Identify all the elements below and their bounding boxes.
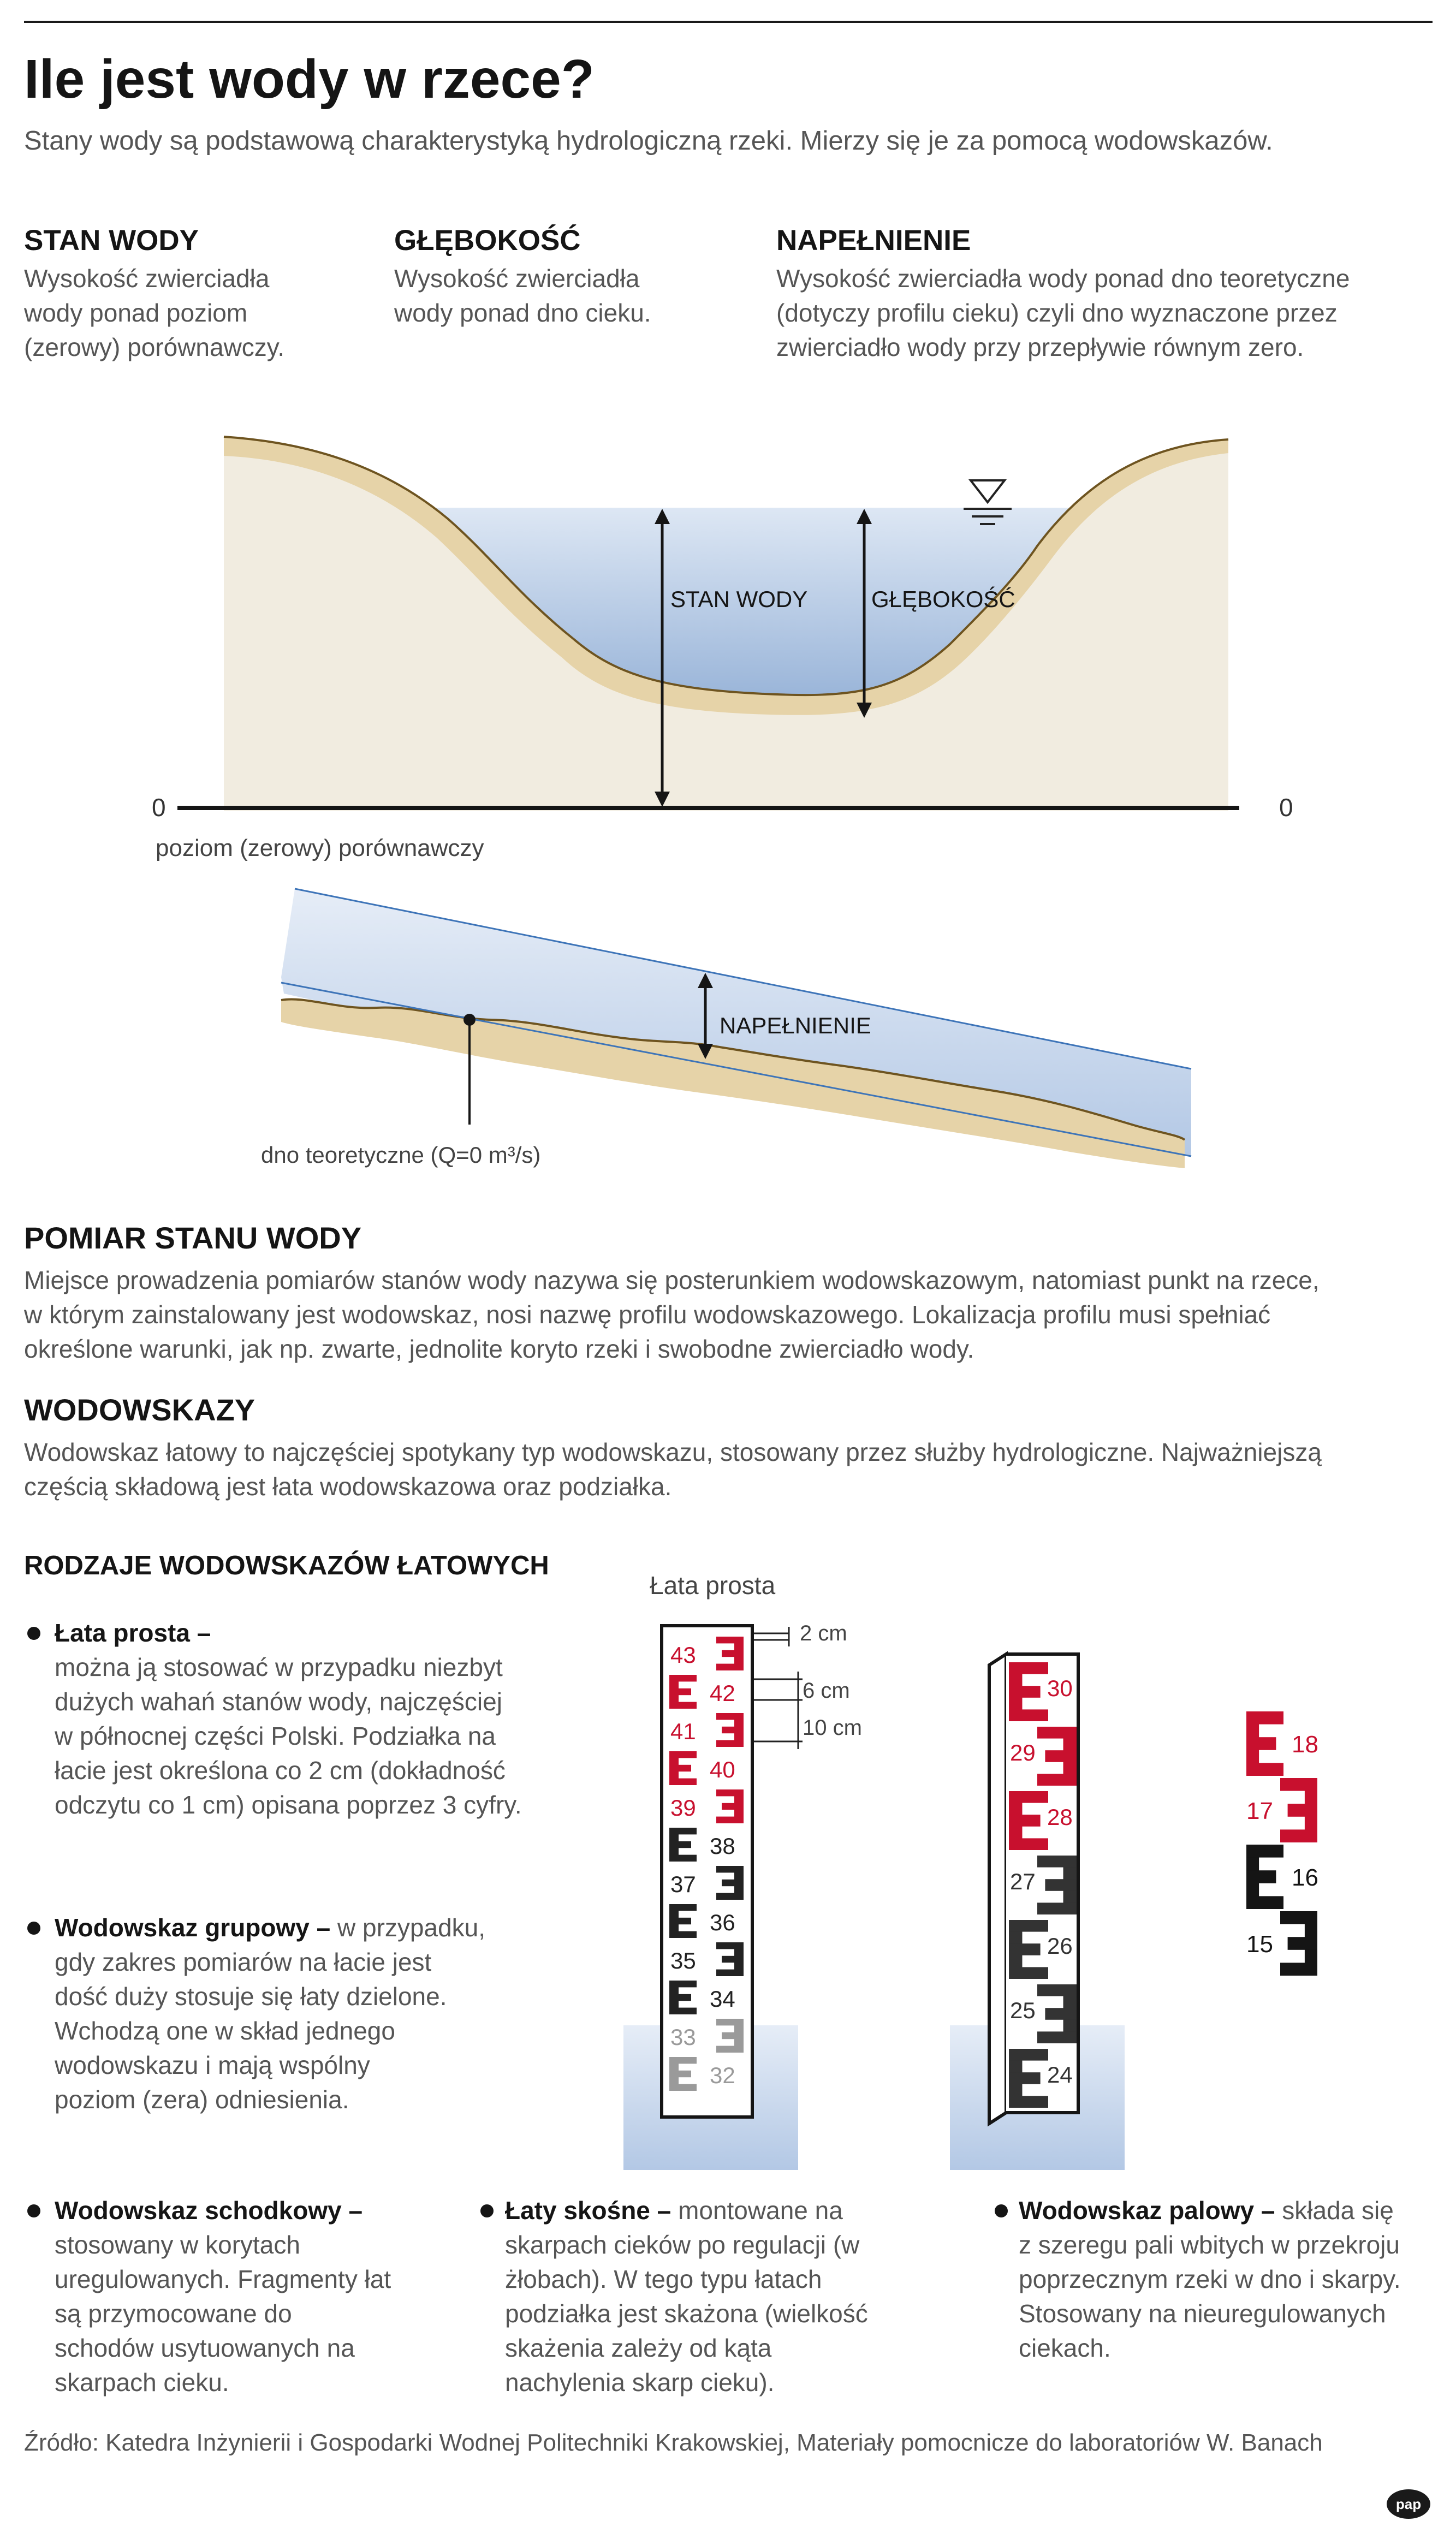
bullet-line: skarpach cieku. [55,2368,229,2397]
bullet-line: poprzecznym rzeki w dno i skarpy. [1019,2265,1401,2293]
staff-number: 33 [670,2024,696,2050]
water-level-symbol [971,480,1005,502]
cross-section-diagram [0,415,1456,868]
staff-number: 16 [1292,1864,1318,1891]
bullet-line: można ją stosować w przypadku niezbyt [55,1653,503,1681]
staff-number: 29 [1010,1740,1036,1765]
bullet-dot [27,2204,40,2217]
definition-line: (dotyczy profilu cieku) czyli dno wyznaczone przez [776,299,1338,327]
theoretical-bed-caption: dno teoretyczne (Q=0 m³/s) [261,1142,541,1168]
pap-logo: pap [1387,2489,1430,2519]
staff-number: 36 [710,1910,735,1935]
bullet-laty-skosne [505,2193,868,2400]
staff-number: 43 [670,1642,696,1668]
dim-6cm: 6 cm [803,1679,850,1703]
staff-number: 42 [710,1680,735,1706]
bullet-line: skarpach cieków po regulacji (w [505,2231,860,2259]
bullet-line: w przypadku, [330,1913,486,1942]
definition-line: Wysokość zwierciadła wody ponad dno teoretyczne [776,264,1350,293]
bullet-bold: Wodowskaz grupowy – [55,1913,331,1942]
zero-left-label: 0 [152,793,166,822]
bullet-line: skażenia zależy od kąta [505,2334,772,2362]
definition-heading: GŁĘBOKOŚĆ [394,224,581,257]
dim-2cm: 2 cm [800,1621,847,1645]
staff-e-mark [1280,1778,1317,1842]
wodowskazy-heading: WODOWSKAZY [24,1393,255,1427]
staff-e-mark [1246,1711,1283,1776]
definition-line: zwierciadło wody przy przepływie równym zero. [776,333,1304,361]
staff-number: 38 [710,1833,735,1859]
staff-number: 24 [1047,2062,1073,2088]
staff-gauges-illustration [0,1572,1456,2184]
bullet-line: odczytu co 1 cm) opisana poprzez 3 cyfry. [55,1791,522,1819]
bullet-line: Stosowany na nieuregulowanych [1019,2299,1386,2328]
definition-heading: NAPEŁNIENIE [776,224,971,257]
bullet-line: z szeregu pali wbitych w przekroju [1019,2231,1400,2259]
rodzaje-heading: RODZAJE WODOWSKAZÓW ŁATOWYCH [24,1551,549,1580]
pomiar-line: w którym zainstalowany jest wodowskaz, nosi nazwę profilu wodowskazowego. Lokalizacja profilu musi spełniać [24,1300,1271,1329]
bullet-bold: Wodowskaz schodkowy – [55,2196,363,2225]
bullet-line: składa się [1275,2196,1394,2225]
staff-number: 15 [1246,1931,1273,1958]
source-note: Źródło: Katedra Inżynierii i Gospodarki Wodnej Politechniki Krakowskiej, Materiały pomocnicze do laboratoriów W. Banach [24,2429,1323,2456]
staff-number: 18 [1292,1731,1318,1758]
staff-number: 41 [670,1719,696,1744]
definition-heading: STAN WODY [24,224,199,257]
definition-line: wody ponad dno cieku. [394,299,651,327]
wodowskazy-line: Wodowskaz łatowy to najczęściej spotykany typ wodowskazu, stosowany przez służby hydrologiczne. Najważniejszą [24,1438,1322,1466]
bullet-line: są przymocowane do [55,2299,292,2328]
staff-number: 26 [1047,1933,1073,1959]
longitudinal-profile-diagram [0,879,1456,1190]
stan-wody-label: STAN WODY [670,586,808,612]
bullet-bold: Łata prosta – [55,1619,211,1647]
staff-number: 34 [710,1986,735,2012]
bullet-line: w północnej części Polski. Podziałka na [55,1722,496,1750]
bullet-wodowskaz-palowy [1019,2193,1401,2365]
staff-number: 25 [1010,1997,1036,2023]
wodowskazy-section [24,1392,1322,1504]
page-title: Ile jest wody w rzece? [24,49,595,110]
pile-staff-marks [1246,1711,1318,1976]
bullet-line: łacie jest określona co 2 cm (dokładność [55,1756,506,1785]
staff-number: 27 [1010,1869,1036,1894]
bullet-line: żłobach). W tego typu łatach [505,2265,822,2293]
staff-number: 32 [710,2062,735,2088]
staff-e-mark [1280,1911,1317,1976]
staff-number: 17 [1246,1798,1273,1824]
bullet-bold: Łaty skośne – [505,2196,671,2225]
lead-text: Stany wody są podstawową charakterystyką hydrologiczną rzeki. Mierzy się je za pomocą wodowskazów. [24,126,1273,156]
staff-e-mark [1246,1845,1283,1909]
bullet-line: gdy zakres pomiarów na łacie jest [55,1948,432,1976]
staff-number: 35 [670,1948,696,1973]
dim-10cm: 10 cm [803,1716,862,1740]
pomiar-heading: POMIAR STANU WODY [24,1221,362,1255]
bullet-wodowskaz-schodkowy [55,2193,391,2400]
glebokosc-label: GŁĘBOKOŚĆ [871,586,1015,612]
pomiar-line: Miejsce prowadzenia pomiarów stanów wody nazywa się posterunkiem wodowskazowym, natomiast punkt na rzece, [24,1266,1320,1294]
definition-line: Wysokość zwierciadła [24,264,270,293]
napelnienie-label: NAPEŁNIENIE [720,1013,871,1038]
wodowskazy-line: częścią składową jest łata wodowskazowa oraz podziałka. [24,1472,672,1501]
dimension-markers [749,1627,803,1749]
pomiar-section [24,1220,1320,1366]
bullet-dot [995,2204,1008,2217]
bullet-line: poziom (zera) odniesienia. [55,2085,349,2114]
definition-line: wody ponad poziom [24,299,248,327]
bullet-line: dużych wahań stanów wody, najczęściej [55,1687,502,1716]
slanted-staff [989,1654,1006,2124]
zero-right-label: 0 [1279,793,1293,822]
bullet-line: wodowskazu i mają wspólny [55,2051,370,2079]
bullet-line: uregulowanych. Fragmenty łat [55,2265,391,2293]
top-rule [24,21,1433,23]
staff-caption: Łata prosta [650,1572,776,1600]
staff-number: 30 [1047,1675,1073,1701]
staff-number: 28 [1047,1804,1073,1830]
bullet-line: ciekach. [1019,2334,1111,2362]
staff-number: 37 [670,1871,696,1897]
bullet-dot [480,2204,494,2217]
bullet-line: dość duży stosuje się łaty dzielone. [55,1982,447,2011]
staff-number: 40 [710,1757,735,1782]
bullet-line: montowane na [671,2196,843,2225]
bullet-line: nachylenia skarp cieku). [505,2368,775,2397]
pomiar-line: określone warunki, jak np. zwarte, jednolite koryto rzeki i swobodne zwierciadło wody. [24,1335,974,1363]
bullet-line: schodów usytuowanych na [55,2334,355,2362]
definition-glebokosc [394,224,651,330]
staff-number: 39 [670,1795,696,1821]
definition-line: Wysokość zwierciadła [394,264,640,293]
zero-caption: poziom (zerowy) porównawczy [156,835,484,861]
bullet-line: Wchodzą one w skład jednego [55,2017,395,2045]
bullet-line: stosowany w korytach [55,2231,300,2259]
bullet-bold: Wodowskaz palowy – [1019,2196,1275,2225]
definition-stan-wody [24,224,284,365]
definition-line: (zerowy) porównawczy. [24,333,285,361]
bullet-line: podziałka jest skażona (wielkość [505,2299,868,2328]
definition-napelnienie [776,224,1350,365]
